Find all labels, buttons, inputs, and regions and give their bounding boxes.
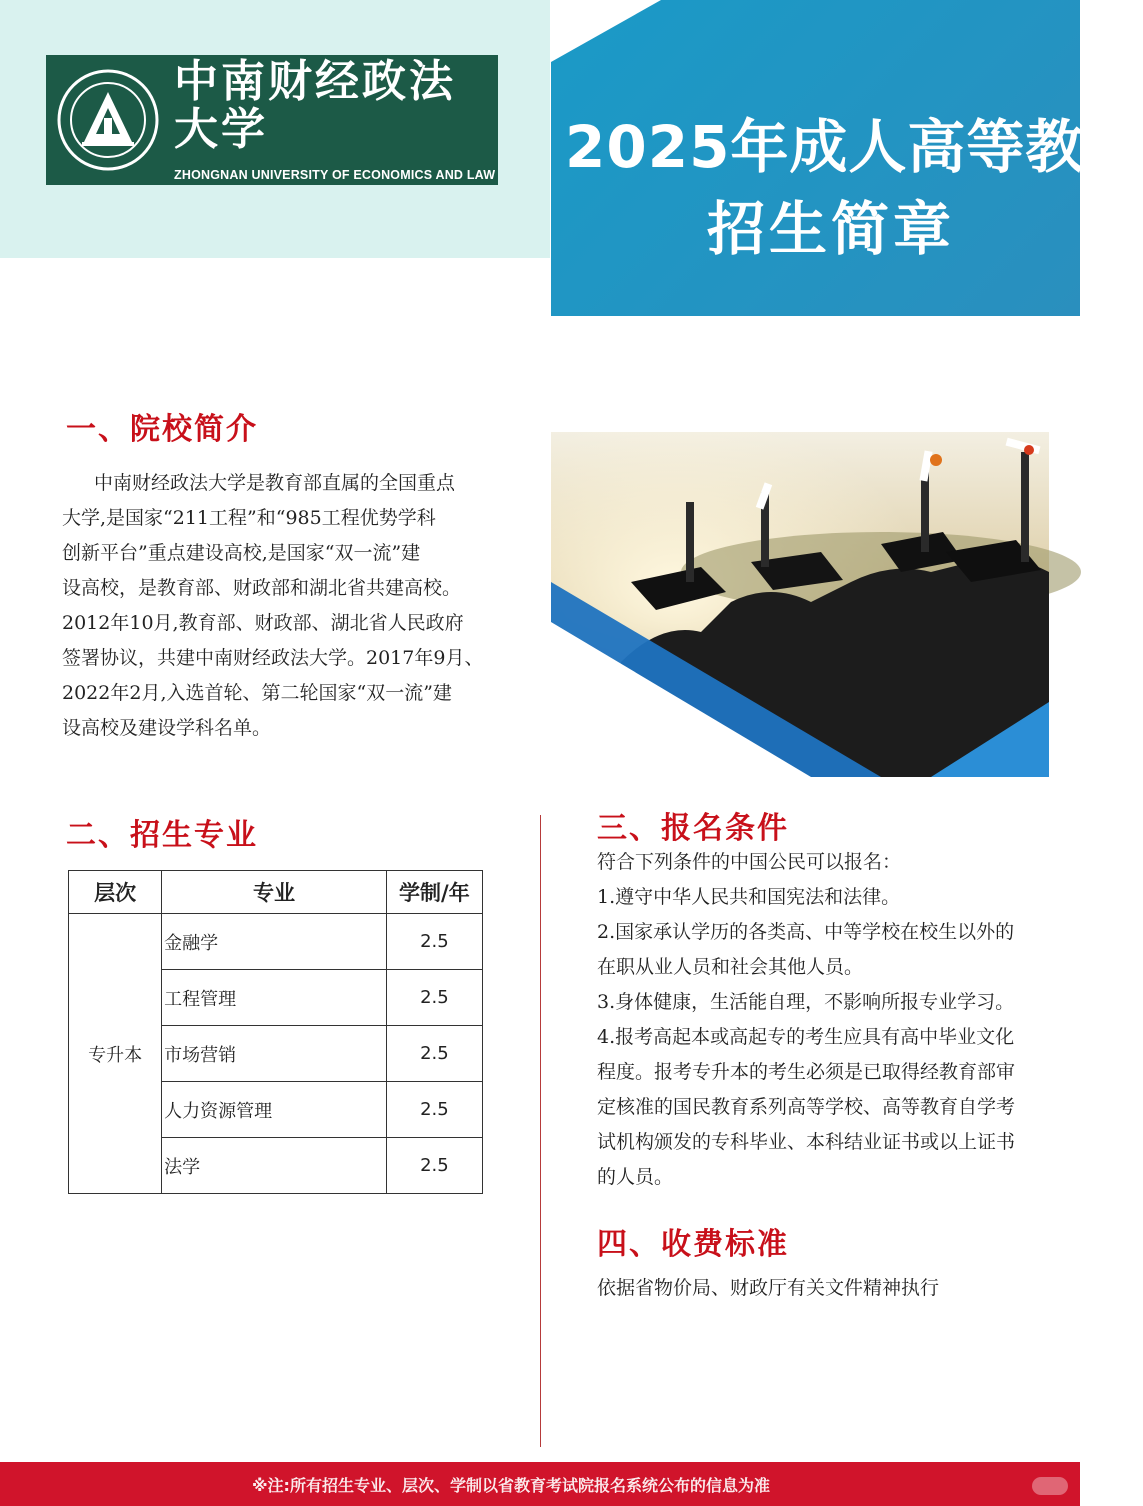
requirement-line: 定核准的国民教育系列高等学校、高等教育自学考 — [597, 1096, 1016, 1118]
title-panel-corner-decoration — [551, 0, 671, 70]
intro-line: 大学,是国家“211工程”和“985工程优势学科 — [62, 507, 436, 529]
title-panel — [551, 0, 1143, 316]
section-heading-fees: 四、收费标准 — [597, 1227, 789, 1262]
watermark-badge — [1032, 1477, 1068, 1495]
major-cell: 金融学 — [162, 914, 387, 970]
graduation-photo — [551, 432, 1049, 777]
years-cell: 2.5 — [386, 1026, 482, 1082]
intro-line: 签署协议，共建中南财经政法大学。2017年9月、 — [62, 647, 484, 669]
intro-line: 2022年2月,入选首轮、第二轮国家“双一流”建 — [62, 682, 452, 704]
intro-line: 2012年10月,教育部、财政部、湖北省人民政府 — [62, 612, 464, 634]
major-cell: 人力资源管理 — [162, 1082, 387, 1138]
level-cell: 专升本 — [69, 914, 162, 1194]
footer-bar — [0, 1462, 1080, 1506]
section-heading-intro: 一、院校简介 — [66, 412, 258, 447]
requirement-line: 2.国家承认学历的各类高、中等学校在校生以外的 — [597, 921, 1015, 943]
fees-paragraph — [597, 1271, 1067, 1306]
column-divider — [540, 815, 541, 1447]
requirement-line: 程度。报考专升本的考生必须是已取得经教育部审 — [597, 1061, 1016, 1083]
column-header: 专业 — [162, 871, 387, 914]
table-header-row — [69, 871, 483, 914]
years-cell: 2.5 — [386, 1138, 482, 1194]
major-cell: 市场营销 — [162, 1026, 387, 1082]
footer-note: ※注:所有招生专业、层次、学制以省教育考试院报名系统公布的信息为准 — [252, 1476, 770, 1495]
requirement-line: 3.身体健康，生活能自理，不影响所报专业学习。 — [597, 991, 1015, 1013]
university-logo — [46, 55, 498, 185]
intro-line: 中南财经政法大学是教育部直属的全国重点 — [94, 472, 456, 494]
major-cell: 工程管理 — [162, 970, 387, 1026]
table-row — [69, 914, 483, 970]
intro-line: 创新平台”重点建设高校,是国家“双一流”建 — [62, 542, 421, 564]
logo-english-name: ZHONGNAN UNIVERSITY OF ECONOMICS AND LAW — [174, 168, 496, 183]
section-heading-requirements: 三、报名条件 — [597, 811, 789, 846]
intro-paragraph — [62, 466, 507, 746]
section-heading-majors: 二、招生专业 — [66, 818, 258, 853]
major-cell: 法学 — [162, 1138, 387, 1194]
requirement-line: 的人员。 — [597, 1166, 674, 1188]
requirement-line: 符合下列条件的中国公民可以报名： — [597, 851, 902, 873]
column-header: 学制/年 — [386, 871, 482, 914]
column-header: 层次 — [69, 871, 162, 914]
requirement-line: 4.报考高起本或高起专的考生应具有高中毕业文化 — [597, 1026, 1015, 1048]
years-cell: 2.5 — [386, 1082, 482, 1138]
requirement-line: 1.遵守中华人民共和国宪法和法律。 — [597, 886, 901, 908]
fees-text: 依据省物价局、财政厅有关文件精神执行 — [597, 1277, 940, 1299]
university-seal-icon — [56, 68, 160, 172]
majors-table — [68, 870, 483, 1194]
years-cell: 2.5 — [386, 970, 482, 1026]
main-subtitle: 招生简章 — [707, 195, 956, 263]
years-cell: 2.5 — [386, 914, 482, 970]
intro-line: 设高校，是教育部、财政部和湖北省共建高校。 — [62, 577, 462, 599]
logo-chinese-name: 中南财经政法大学 — [174, 55, 456, 155]
requirement-line: 在职从业人员和社会其他人员。 — [597, 956, 864, 978]
main-title: 2025年成人高等教育 — [565, 113, 1143, 181]
requirements-paragraph — [597, 845, 1067, 1195]
requirement-line: 试机构颁发的专科毕业、本科结业证书或以上证书 — [597, 1131, 1016, 1153]
intro-line: 设高校及建设学科名单。 — [62, 717, 272, 739]
